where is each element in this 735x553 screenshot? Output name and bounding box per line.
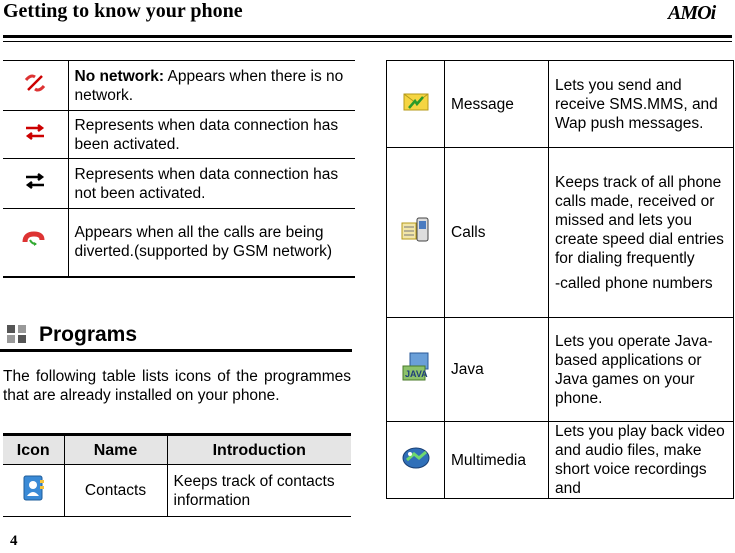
col-header-name: Name xyxy=(64,435,167,465)
brand-logo: AMOi xyxy=(668,2,716,24)
table-row xyxy=(387,318,734,422)
status-icons-table-wrap xyxy=(3,60,355,278)
program-introduction: Lets you send and receive SMS.MMS, and Wap push messages. xyxy=(549,61,734,148)
header-rule-thick xyxy=(3,35,732,38)
programs-table-right-wrap xyxy=(386,60,733,499)
svg-text:JAVA: JAVA xyxy=(404,369,428,379)
program-name: Contacts xyxy=(64,465,167,517)
section-rule xyxy=(0,349,352,352)
program-name: Multimedia xyxy=(445,422,549,499)
program-introduction: Lets you play back video and audio files, make short voice recordings and xyxy=(549,422,734,499)
program-introduction-extra: -called phone numbers xyxy=(555,274,713,292)
table-row xyxy=(3,111,355,159)
call-divert-icon xyxy=(22,230,48,250)
programs-section-header xyxy=(3,322,355,350)
programs-table-left xyxy=(3,433,351,517)
data-inactive-icon xyxy=(24,173,46,189)
calls-icon xyxy=(401,217,431,243)
status-text: Represents when data connection has been activated. xyxy=(68,111,355,159)
status-text: Represents when data connection has not been activated. xyxy=(68,159,355,209)
table-row xyxy=(387,148,734,318)
programs-icon xyxy=(6,324,28,344)
table-row xyxy=(387,61,734,148)
table-row xyxy=(3,61,355,111)
no-network-icon xyxy=(23,74,47,92)
table-row xyxy=(3,465,351,517)
programs-table-left-wrap xyxy=(3,433,351,517)
program-name: Java xyxy=(445,318,549,422)
status-text: Appears when all the calls are being diverted.(supported by GSM network) xyxy=(68,209,355,277)
table-header-row xyxy=(3,435,351,465)
program-introduction: Keeps track of all phone calls made, received or missed and lets you create speed dial entries for dialing frequently xyxy=(555,173,724,267)
table-row xyxy=(3,159,355,209)
col-header-introduction: Introduction xyxy=(167,435,351,465)
status-text: Appears when there is no network. xyxy=(74,67,344,104)
program-introduction: Keeps track of contacts information xyxy=(167,465,351,517)
programs-table-right xyxy=(386,60,734,499)
page-header-title: Getting to know your phone xyxy=(3,0,243,22)
program-introduction: Lets you operate Java-based applications or Java games on your phone. xyxy=(549,318,734,422)
multimedia-icon xyxy=(401,446,431,470)
program-name: Calls xyxy=(445,148,549,318)
header-rule-thin xyxy=(3,41,732,42)
table-row xyxy=(3,209,355,277)
programs-intro: The following table lists icons of the programmes that are already installed on your phone. xyxy=(3,368,351,404)
java-icon xyxy=(400,352,432,382)
data-active-icon xyxy=(24,124,46,140)
contacts-icon xyxy=(21,474,45,502)
table-row xyxy=(387,422,734,499)
status-icons-table xyxy=(3,60,355,278)
page-number: 4 xyxy=(10,533,18,549)
status-label: No network: xyxy=(74,67,165,85)
col-header-icon: Icon xyxy=(3,435,64,465)
message-icon xyxy=(403,92,429,112)
section-title: Programs xyxy=(39,323,138,346)
program-name: Message xyxy=(445,61,549,148)
